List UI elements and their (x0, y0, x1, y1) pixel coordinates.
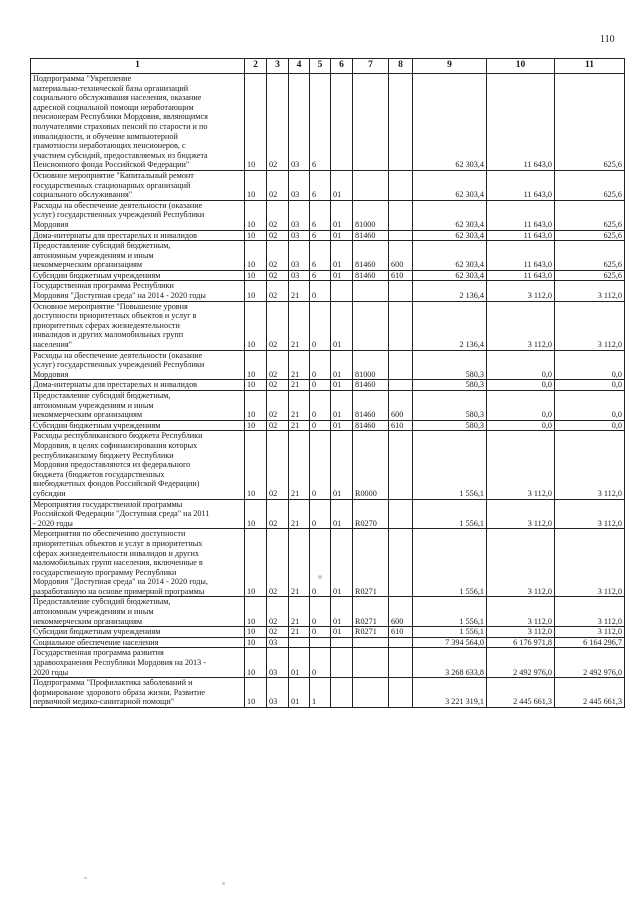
code-section: 10 (245, 597, 267, 627)
code-program: 03 (289, 170, 310, 200)
row-name: Предоставление субсидий бюджетным, автономным учреждениям и иным некоммерческим организациям (31, 241, 245, 271)
code-subprogram: 0 (310, 380, 331, 391)
code-section: 10 (245, 637, 267, 648)
code-subsection: 02 (267, 499, 289, 529)
code-activity: 01 (331, 627, 353, 638)
code-subsection: 02 (267, 350, 289, 380)
code-expense-item: R0270 (353, 499, 389, 529)
amount-col-11: 3 112,0 (555, 281, 625, 301)
amount-col-11: 3 112,0 (555, 431, 625, 499)
row-name: Субсидии бюджетным учреждениям (31, 270, 245, 281)
code-program: 01 (289, 648, 310, 678)
code-subsection: 02 (267, 230, 289, 241)
code-activity: 01 (331, 200, 353, 230)
code-program: 21 (289, 350, 310, 380)
amount-col-11: 625,6 (555, 74, 625, 171)
column-header: 6 (331, 59, 353, 74)
amount-col-11: 0,0 (555, 350, 625, 380)
code-expense-item: 81460 (353, 380, 389, 391)
code-subprogram: 0 (310, 499, 331, 529)
code-subsection: 02 (267, 281, 289, 301)
table-row (31, 678, 625, 708)
amount-col-10: 11 643,0 (487, 74, 555, 171)
code-expense-type: 610 (389, 420, 413, 431)
code-expense-item: R0000 (353, 431, 389, 499)
code-section: 10 (245, 350, 267, 380)
row-name: Подпрограмма "Профилактика заболеваний и формирование здорового образа жизни. Развитие первичной медико-санитарной помощи" (31, 678, 245, 708)
code-section: 10 (245, 230, 267, 241)
table-body (31, 74, 625, 708)
code-subsection: 02 (267, 270, 289, 281)
scan-speck (318, 575, 322, 579)
code-expense-item (353, 637, 389, 648)
code-expense-item: R0271 (353, 529, 389, 597)
row-name: Государственная программа Республики Мордовия "Доступная среда" на 2014 - 2020 годы (31, 281, 245, 301)
code-activity: 01 (331, 391, 353, 421)
code-subsection: 02 (267, 200, 289, 230)
code-expense-item: 81460 (353, 241, 389, 271)
table-row (31, 648, 625, 678)
row-name: Расходы на обеспечение деятельности (оказание услуг) государственных учреждений Республики Мордовия (31, 350, 245, 380)
code-subprogram: 0 (310, 281, 331, 301)
amount-col-9: 7 394 564,0 (413, 637, 487, 648)
amount-col-11: 3 112,0 (555, 301, 625, 350)
row-name: Основное мероприятие "Повышение уровня доступности приоритетных объектов и услуг в приоритетных сферах жизнедеятельности инвалидов и других маломобильных групп населения" (31, 301, 245, 350)
amount-col-11: 2 492 976,0 (555, 648, 625, 678)
code-expense-type (389, 281, 413, 301)
row-name: Мероприятия по обеспечению доступности приоритетных объектов и услуг в приоритетных сферах жизнедеятельности инвалидов и других маломобильных групп населения, включенные в государственную программу Республики Мордовия "Доступная среда" на 2014 - 2020 годы, разработанную на основе примерной программы (31, 529, 245, 597)
budget-table (30, 58, 625, 708)
code-section: 10 (245, 431, 267, 499)
code-expense-item (353, 301, 389, 350)
amount-col-9: 3 268 633,8 (413, 648, 487, 678)
table-row (31, 301, 625, 350)
code-section: 10 (245, 170, 267, 200)
amount-col-10: 11 643,0 (487, 170, 555, 200)
table-row (31, 74, 625, 171)
amount-col-9: 62 303,4 (413, 270, 487, 281)
code-subsection: 02 (267, 241, 289, 271)
code-section: 10 (245, 627, 267, 638)
code-subprogram: 6 (310, 230, 331, 241)
row-name: Государственная программа развития здравоохранения Республики Мордовия на 2013 - 2020 годы (31, 648, 245, 678)
row-name: Дома-интернаты для престарелых и инвалидов (31, 230, 245, 241)
amount-col-10: 3 112,0 (487, 597, 555, 627)
code-expense-type (389, 350, 413, 380)
code-subprogram: 0 (310, 529, 331, 597)
code-expense-item: 81000 (353, 350, 389, 380)
code-program: 03 (289, 74, 310, 171)
code-expense-type: 600 (389, 391, 413, 421)
code-expense-type (389, 499, 413, 529)
code-activity: 01 (331, 350, 353, 380)
row-name: Социальное обеспечение населения (31, 637, 245, 648)
code-subsection: 02 (267, 301, 289, 350)
code-expense-type: 600 (389, 241, 413, 271)
code-section: 10 (245, 270, 267, 281)
column-header: 8 (389, 59, 413, 74)
code-expense-item: R0271 (353, 627, 389, 638)
amount-col-9: 580,3 (413, 380, 487, 391)
code-program: 21 (289, 431, 310, 499)
code-activity (331, 74, 353, 171)
code-activity: 01 (331, 301, 353, 350)
amount-col-9: 580,3 (413, 350, 487, 380)
amount-col-10: 6 176 971,8 (487, 637, 555, 648)
amount-col-11: 625,6 (555, 270, 625, 281)
amount-col-9: 3 221 319,1 (413, 678, 487, 708)
code-section: 10 (245, 391, 267, 421)
amount-col-11: 3 112,0 (555, 627, 625, 638)
code-subsection: 02 (267, 597, 289, 627)
amount-col-11: 625,6 (555, 241, 625, 271)
amount-col-11: 3 112,0 (555, 597, 625, 627)
amount-col-10: 3 112,0 (487, 431, 555, 499)
table-row (31, 380, 625, 391)
amount-col-11: 625,6 (555, 200, 625, 230)
code-subprogram: 0 (310, 431, 331, 499)
amount-col-10: 0,0 (487, 380, 555, 391)
amount-col-9: 1 556,1 (413, 431, 487, 499)
column-header: 9 (413, 59, 487, 74)
code-subprogram: 0 (310, 648, 331, 678)
code-program: 21 (289, 281, 310, 301)
code-subprogram: 0 (310, 420, 331, 431)
code-subprogram: 0 (310, 301, 331, 350)
code-section: 10 (245, 74, 267, 171)
code-subsection: 03 (267, 648, 289, 678)
code-subsection: 03 (267, 637, 289, 648)
amount-col-9: 2 136,4 (413, 281, 487, 301)
column-header: 11 (555, 59, 625, 74)
code-expense-type (389, 230, 413, 241)
code-program: 21 (289, 597, 310, 627)
header-row (31, 59, 625, 74)
row-name: Субсидии бюджетным учреждениям (31, 627, 245, 638)
code-subsection: 02 (267, 529, 289, 597)
code-expense-type (389, 301, 413, 350)
amount-col-9: 2 136,4 (413, 301, 487, 350)
row-name: Предоставление субсидий бюджетным, автономным учреждениям и иным некоммерческим организациям (31, 391, 245, 421)
code-subsection: 02 (267, 420, 289, 431)
code-expense-item: 81460 (353, 391, 389, 421)
code-expense-item (353, 74, 389, 171)
amount-col-9: 62 303,4 (413, 230, 487, 241)
amount-col-10: 2 492 976,0 (487, 648, 555, 678)
code-program: 21 (289, 627, 310, 638)
code-program: 03 (289, 230, 310, 241)
amount-col-11: 6 164 296,7 (555, 637, 625, 648)
amount-col-11: 625,6 (555, 170, 625, 200)
amount-col-9: 1 556,1 (413, 627, 487, 638)
code-expense-item (353, 170, 389, 200)
code-subsection: 02 (267, 380, 289, 391)
amount-col-10: 3 112,0 (487, 627, 555, 638)
code-activity: 01 (331, 529, 353, 597)
amount-col-10: 11 643,0 (487, 230, 555, 241)
code-subsection: 02 (267, 170, 289, 200)
table-row (31, 637, 625, 648)
code-expense-item: 81460 (353, 270, 389, 281)
table-row (31, 431, 625, 499)
amount-col-11: 2 445 661,3 (555, 678, 625, 708)
column-header: 1 (31, 59, 245, 74)
code-activity (331, 281, 353, 301)
code-section: 10 (245, 301, 267, 350)
code-section: 10 (245, 200, 267, 230)
code-expense-item: 81000 (353, 200, 389, 230)
code-expense-type (389, 637, 413, 648)
column-header: 10 (487, 59, 555, 74)
code-expense-type (389, 74, 413, 171)
code-subprogram: 6 (310, 74, 331, 171)
page-number: 110 (600, 34, 615, 45)
code-expense-type (389, 648, 413, 678)
row-name: Расходы республиканского бюджета Республики Мордовия, в целях софинансирования которых республиканскому бюджету Республики Мордовия предоставляются из федерального бюджета (бюджетов государственных внебюджетных фондов Российской Федерации) субсидии (31, 431, 245, 499)
column-header: 3 (267, 59, 289, 74)
code-expense-type (389, 529, 413, 597)
code-subprogram: 6 (310, 241, 331, 271)
code-section: 10 (245, 380, 267, 391)
table-row (31, 241, 625, 271)
code-subsection: 02 (267, 431, 289, 499)
row-name: Предоставление субсидий бюджетным, автономным учреждениям и иным некоммерческим организациям (31, 597, 245, 627)
code-expense-type (389, 678, 413, 708)
code-activity (331, 648, 353, 678)
code-expense-item (353, 281, 389, 301)
row-name: Субсидии бюджетным учреждениям (31, 420, 245, 431)
amount-col-11: 3 112,0 (555, 529, 625, 597)
code-subprogram (310, 637, 331, 648)
scan-speck (222, 882, 225, 885)
amount-col-11: 3 112,0 (555, 499, 625, 529)
amount-col-11: 0,0 (555, 380, 625, 391)
code-section: 10 (245, 678, 267, 708)
code-program: 21 (289, 380, 310, 391)
code-expense-type (389, 431, 413, 499)
amount-col-9: 62 303,4 (413, 74, 487, 171)
amount-col-11: 0,0 (555, 420, 625, 431)
code-section: 10 (245, 420, 267, 431)
table-row (31, 420, 625, 431)
code-subprogram: 6 (310, 270, 331, 281)
code-program (289, 637, 310, 648)
code-activity: 01 (331, 270, 353, 281)
table-row (31, 529, 625, 597)
table-row (31, 627, 625, 638)
table-row (31, 270, 625, 281)
amount-col-9: 62 303,4 (413, 241, 487, 271)
row-name: Основное мероприятие "Капитальный ремонт государственных стационарных организаций социального обслуживания" (31, 170, 245, 200)
code-program: 21 (289, 529, 310, 597)
amount-col-10: 3 112,0 (487, 301, 555, 350)
amount-col-10: 0,0 (487, 391, 555, 421)
code-subsection: 02 (267, 627, 289, 638)
column-header: 2 (245, 59, 267, 74)
amount-col-9: 580,3 (413, 391, 487, 421)
code-subprogram: 0 (310, 391, 331, 421)
code-program: 21 (289, 301, 310, 350)
code-section: 10 (245, 529, 267, 597)
amount-col-11: 625,6 (555, 230, 625, 241)
amount-col-10: 3 112,0 (487, 281, 555, 301)
code-subprogram: 6 (310, 170, 331, 200)
row-name: Подпрограмма "Укрепление материально-технической базы организаций социального обслуживания населения, оказание адресной социальной помощи неработающим пенсионерам Республики Мордовия, являющимся получателями страховых пенсий по старости и по инвалидности, и обучение компьютерной грамотности неработающих пенсионеров, с участием субсидий, предоставляемых из бюджета Пенсионного фонда Российской Федерации" (31, 74, 245, 171)
code-section: 10 (245, 241, 267, 271)
code-subsection: 02 (267, 391, 289, 421)
code-program: 03 (289, 200, 310, 230)
code-expense-type (389, 380, 413, 391)
code-program: 21 (289, 420, 310, 431)
code-program: 01 (289, 678, 310, 708)
code-activity: 01 (331, 499, 353, 529)
code-activity: 01 (331, 420, 353, 431)
amount-col-10: 11 643,0 (487, 200, 555, 230)
code-subprogram: 0 (310, 627, 331, 638)
code-expense-type: 610 (389, 270, 413, 281)
column-header: 5 (310, 59, 331, 74)
code-expense-item: 81460 (353, 420, 389, 431)
code-subsection: 02 (267, 74, 289, 171)
table-row (31, 350, 625, 380)
amount-col-9: 1 556,1 (413, 499, 487, 529)
code-expense-item: R0271 (353, 597, 389, 627)
code-program: 03 (289, 241, 310, 271)
amount-col-10: 3 112,0 (487, 529, 555, 597)
code-expense-item (353, 648, 389, 678)
amount-col-10: 11 643,0 (487, 241, 555, 271)
code-section: 10 (245, 499, 267, 529)
code-activity (331, 637, 353, 648)
code-expense-type: 600 (389, 597, 413, 627)
amount-col-10: 11 643,0 (487, 270, 555, 281)
code-section: 10 (245, 648, 267, 678)
code-expense-type: 610 (389, 627, 413, 638)
code-expense-type (389, 200, 413, 230)
amount-col-9: 62 303,4 (413, 170, 487, 200)
code-expense-type (389, 170, 413, 200)
table-row (31, 597, 625, 627)
code-activity: 01 (331, 431, 353, 499)
code-subprogram: 0 (310, 350, 331, 380)
amount-col-11: 0,0 (555, 391, 625, 421)
code-activity: 01 (331, 380, 353, 391)
row-name: Мероприятия государственной программы Российской Федерации "Доступная среда" на 2011 - 2020 годы (31, 499, 245, 529)
table-row (31, 499, 625, 529)
code-activity (331, 678, 353, 708)
amount-col-9: 62 303,4 (413, 200, 487, 230)
code-activity: 01 (331, 597, 353, 627)
scan-speck (84, 877, 87, 879)
row-name: Дома-интернаты для престарелых и инвалидов (31, 380, 245, 391)
table-row (31, 281, 625, 301)
table-row (31, 391, 625, 421)
code-activity: 01 (331, 170, 353, 200)
amount-col-10: 2 445 661,3 (487, 678, 555, 708)
code-subprogram: 1 (310, 678, 331, 708)
row-name: Расходы на обеспечение деятельности (оказание услуг) государственных учреждений Республики Мордовия (31, 200, 245, 230)
table-row (31, 170, 625, 200)
amount-col-9: 1 556,1 (413, 597, 487, 627)
code-program: 21 (289, 391, 310, 421)
code-subprogram: 0 (310, 597, 331, 627)
amount-col-9: 1 556,1 (413, 529, 487, 597)
code-expense-item (353, 678, 389, 708)
table-row (31, 230, 625, 241)
amount-col-10: 0,0 (487, 350, 555, 380)
column-header: 4 (289, 59, 310, 74)
code-activity: 01 (331, 241, 353, 271)
amount-col-10: 3 112,0 (487, 499, 555, 529)
amount-col-9: 580,3 (413, 420, 487, 431)
code-section: 10 (245, 281, 267, 301)
code-expense-item: 81460 (353, 230, 389, 241)
code-subprogram: 6 (310, 200, 331, 230)
code-activity: 01 (331, 230, 353, 241)
code-program: 21 (289, 499, 310, 529)
code-subsection: 03 (267, 678, 289, 708)
amount-col-10: 0,0 (487, 420, 555, 431)
column-header: 7 (353, 59, 389, 74)
table-row (31, 200, 625, 230)
code-program: 03 (289, 270, 310, 281)
